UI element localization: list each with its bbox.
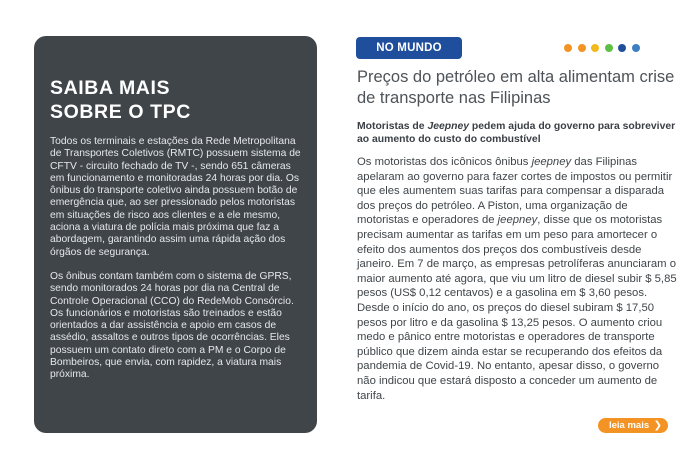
color-dot: [605, 44, 613, 52]
lead-text-end: pedem ajuda do governo para sobreviver ao aumento do custo do combustível: [357, 121, 676, 145]
section-badge: NO MUNDO: [356, 37, 462, 59]
lead-text-start: Motoristas de: [357, 121, 428, 132]
sidebar-paragraph-1: Todos os terminais e estações da Rede Metropolitana de Transportes Coletivos (RMTC) possuem sistema de CFTV - circuito fechado de TV -, sendo 651 câmeras em funcionamento e monitoradas 24 horas por dia. Os ônibus do transporte coletivo ainda possuem botão de emergência que, ao ser pressionado pelos motoristas em situações de risco aos clientes e a ele mesmo, aciona a viatura de polícia mais próxima que faz a abordagem, garantindo assim uma rápida ação dos órgãos de segurança.: [50, 136, 301, 258]
color-dot: [578, 44, 586, 52]
read-more-button[interactable]: [598, 418, 668, 433]
body-text-part2: das Filipinas apelaram ao governo para fazer cortes de impostos ou permitir que eles aumentem suas tarifas para compensar a disparada dos preços do petróleo. A Piston, uma organização de motoristas e operadores de: [357, 156, 673, 227]
sidebar-title: [50, 76, 301, 124]
read-more-label: leia mais: [609, 420, 650, 431]
color-dots-decoration: [564, 44, 640, 52]
article-headline: Preços do petróleo em alta alimentam crise de transporte nas Filipinas: [357, 68, 675, 107]
body-emphasis-1: jeepney: [531, 156, 572, 168]
lead-emphasis: Jeepney: [427, 121, 470, 132]
body-text-part3: , disse que os motoristas precisam aumentar as tarifas em um peso para amortecer o efeito dos aumentos dos preços dos combustíveis desde janeiro. Em 7 de março, as empresas petrolíferas anunciaram o maior aumento até agora, que viu um litro de diesel subir $ 5,85 pesos (US$ 0,12 centavos) e a gasolina em $ 3,60 pesos. Desde o início do ano, os preços do diesel subiram $ 17,50 pesos por litro e da gasolina $ 13,25 pesos. O aumento criou medo e pânico entre motoristas e operadores de transporte público que dizem ainda estar se recuperando dos efeitos da pandemia de Covid-19. No entanto, apesar disso, o governo não indicou que estará disposto a conceder um aumento de tarifa.: [357, 214, 677, 402]
color-dot: [591, 44, 599, 52]
color-dot: [564, 44, 572, 52]
body-emphasis-2: jeepney: [497, 214, 538, 227]
info-sidebar-card: [34, 36, 317, 433]
sidebar-title-line1: SAIBA MAIS: [50, 77, 171, 99]
color-dot: [618, 44, 626, 52]
color-dot: [632, 44, 640, 52]
article-lead: [357, 121, 677, 146]
article-body: [357, 155, 677, 403]
sidebar-title-line2: SOBRE O TPC: [50, 101, 191, 123]
body-text-part1: Os motoristas dos icônicos ônibus: [357, 156, 532, 168]
sidebar-paragraph-2: Os ônibus contam também com o sistema de GPRS, sendo monitorados 24 horas por dia na Central de Controle Operacional (CCO) do RedeMob Consórcio. Os funcionários e motoristas são treinados e estão orientados a dar assistência e apoio em casos de assédio, assaltos e outros tipos de ocorrências. Eles possuem um contato direto com a PM e o Corpo de Bombeiros, que envia, com rapidez, a viatura mais próxima.: [50, 270, 294, 381]
chevron-right-icon: ❯: [653, 420, 662, 431]
